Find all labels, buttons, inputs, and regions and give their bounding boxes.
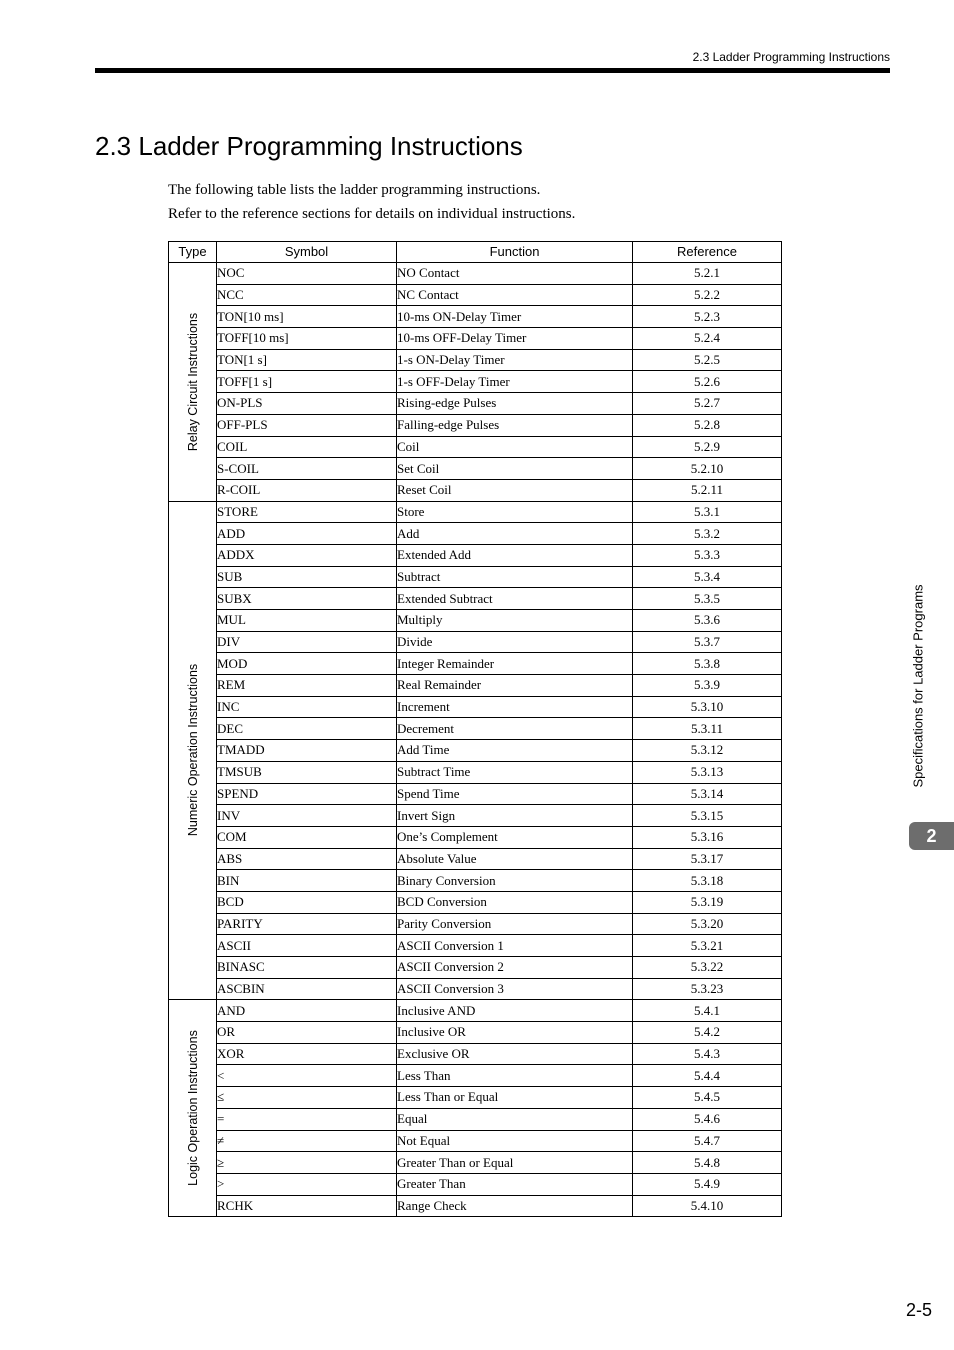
reference-cell: 5.4.1 [633,1000,782,1022]
symbol-cell: DIV [217,631,397,653]
function-cell: Subtract [397,566,633,588]
table-row [169,458,782,480]
table-row [169,371,782,393]
table-row [169,696,782,718]
table-row [169,957,782,979]
symbol-cell: COIL [217,436,397,458]
table-row [169,631,782,653]
function-cell: Greater Than or Equal [397,1152,633,1174]
instruction-table [168,241,782,1217]
section-title: 2.3 Ladder Programming Instructions [95,131,523,161]
function-cell: Equal [397,1108,633,1130]
symbol-cell: TMSUB [217,761,397,783]
function-cell: Real Remainder [397,675,633,697]
table-row [169,610,782,632]
function-cell: ASCII Conversion 3 [397,978,633,1000]
page-number: 2-5 [905,1300,932,1320]
table-row [169,436,782,458]
symbol-cell: BCD [217,891,397,913]
table-row [169,588,782,610]
symbol-cell: INV [217,805,397,827]
table-row [169,718,782,740]
symbol-cell: < [217,1065,397,1087]
symbol-cell: TOFF[10 ms] [217,328,397,350]
function-cell: ASCII Conversion 1 [397,935,633,957]
symbol-cell: ≤ [217,1087,397,1109]
function-cell: Binary Conversion [397,870,633,892]
symbol-cell: > [217,1173,397,1195]
function-cell: Divide [397,631,633,653]
reference-cell: 5.3.16 [633,826,782,848]
symbol-cell: NCC [217,284,397,306]
chapter-number-tab: 2 [909,822,954,850]
symbol-cell: ≥ [217,1152,397,1174]
table-row [169,1087,782,1109]
reference-cell: 5.4.8 [633,1152,782,1174]
function-cell: Increment [397,696,633,718]
reference-cell: 5.3.1 [633,501,782,523]
table-row [169,284,782,306]
reference-cell: 5.3.20 [633,913,782,935]
function-cell: Coil [397,436,633,458]
side-chapter-title: Specifications for Ladder Programs [910,584,926,788]
header-function: Function [397,242,633,263]
reference-cell: 5.3.6 [633,610,782,632]
function-cell: Inclusive OR [397,1022,633,1044]
function-cell: Range Check [397,1195,633,1217]
function-cell: Extended Subtract [397,588,633,610]
reference-cell: 5.3.9 [633,675,782,697]
function-cell: Falling-edge Pulses [397,414,633,436]
table-row [169,544,782,566]
reference-cell: 5.3.2 [633,523,782,545]
table-row [169,978,782,1000]
reference-cell: 5.4.7 [633,1130,782,1152]
type-group-label: Logic Operation Instructions [185,1030,200,1187]
function-cell: Decrement [397,718,633,740]
reference-cell: 5.4.4 [633,1065,782,1087]
symbol-cell: S-COIL [217,458,397,480]
reference-cell: 5.3.22 [633,957,782,979]
function-cell: ASCII Conversion 2 [397,957,633,979]
table-row [169,870,782,892]
table-row [169,566,782,588]
symbol-cell: MUL [217,610,397,632]
table-row [169,1195,782,1217]
symbol-cell: ADDX [217,544,397,566]
table-row [169,523,782,545]
table-row [169,783,782,805]
function-cell: 1-s OFF-Delay Timer [397,371,633,393]
function-cell: Less Than [397,1065,633,1087]
reference-cell: 5.3.23 [633,978,782,1000]
function-cell: Inclusive AND [397,1000,633,1022]
reference-cell: 5.2.6 [633,371,782,393]
table-row [169,1043,782,1065]
symbol-cell: INC [217,696,397,718]
function-cell: Add Time [397,740,633,762]
symbol-cell: ON-PLS [217,393,397,415]
table-row [169,805,782,827]
symbol-cell: DEC [217,718,397,740]
table-row [169,740,782,762]
reference-cell: 5.2.10 [633,458,782,480]
reference-cell: 5.3.4 [633,566,782,588]
function-cell: Reset Coil [397,479,633,501]
reference-cell: 5.4.5 [633,1087,782,1109]
table-row [169,1108,782,1130]
table-row [169,935,782,957]
function-cell: NC Contact [397,284,633,306]
symbol-cell: ADD [217,523,397,545]
reference-cell: 5.4.10 [633,1195,782,1217]
reference-cell: 5.3.13 [633,761,782,783]
symbol-cell: XOR [217,1043,397,1065]
reference-cell: 5.3.11 [633,718,782,740]
table-row [169,414,782,436]
symbol-cell: OFF-PLS [217,414,397,436]
table-row [169,891,782,913]
function-cell: Greater Than [397,1173,633,1195]
running-header: 2.3 Ladder Programming Instructions [692,50,890,64]
symbol-cell: COM [217,826,397,848]
symbol-cell: TON[10 ms] [217,306,397,328]
function-cell: Set Coil [397,458,633,480]
table-row [169,826,782,848]
symbol-cell: ABS [217,848,397,870]
type-group-label: Relay Circuit Instructions [185,312,200,451]
reference-cell: 5.4.2 [633,1022,782,1044]
function-cell: Absolute Value [397,848,633,870]
symbol-cell: ASCII [217,935,397,957]
symbol-cell: RCHK [217,1195,397,1217]
table-row [169,349,782,371]
reference-cell: 5.3.15 [633,805,782,827]
function-cell: Parity Conversion [397,913,633,935]
symbol-cell: TON[1 s] [217,349,397,371]
symbol-cell: REM [217,675,397,697]
table-row [169,1130,782,1152]
function-cell: Integer Remainder [397,653,633,675]
header-symbol: Symbol [217,242,397,263]
function-cell: Rising-edge Pulses [397,393,633,415]
type-group-cell [169,263,217,502]
table-row [169,393,782,415]
table-row [169,1065,782,1087]
table-row [169,306,782,328]
reference-cell: 5.2.2 [633,284,782,306]
symbol-cell: ≠ [217,1130,397,1152]
reference-cell: 5.2.8 [633,414,782,436]
function-cell: 10-ms ON-Delay Timer [397,306,633,328]
type-group-cell [169,1000,217,1217]
symbol-cell: = [217,1108,397,1130]
function-cell: Store [397,501,633,523]
function-cell: Less Than or Equal [397,1087,633,1109]
table-row [169,1022,782,1044]
function-cell: Spend Time [397,783,633,805]
table-row [169,675,782,697]
table-row [169,479,782,501]
table-body [169,263,782,1217]
type-group-label: Numeric Operation Instructions [185,664,200,837]
reference-cell: 5.4.9 [633,1173,782,1195]
reference-cell: 5.2.3 [633,306,782,328]
reference-cell: 5.2.5 [633,349,782,371]
reference-cell: 5.2.4 [633,328,782,350]
reference-cell: 5.3.21 [633,935,782,957]
symbol-cell: NOC [217,263,397,285]
table-row [169,501,782,523]
symbol-cell: BINASC [217,957,397,979]
reference-cell: 5.3.8 [633,653,782,675]
table-header-row [169,242,782,263]
reference-cell: 5.4.6 [633,1108,782,1130]
symbol-cell: SUBX [217,588,397,610]
header-rule [95,68,890,73]
function-cell: Invert Sign [397,805,633,827]
reference-cell: 5.3.3 [633,544,782,566]
function-cell: Multiply [397,610,633,632]
symbol-cell: STORE [217,501,397,523]
intro-line-1: The following table lists the ladder programming instructions. [168,182,541,198]
table-row [169,1152,782,1174]
table-row [169,328,782,350]
function-cell: Subtract Time [397,761,633,783]
symbol-cell: BIN [217,870,397,892]
type-group-cell [169,501,217,1000]
table-row [169,653,782,675]
symbol-cell: PARITY [217,913,397,935]
table-row [169,1000,782,1022]
function-cell: BCD Conversion [397,891,633,913]
header-type: Type [169,242,217,263]
symbol-cell: ASCBIN [217,978,397,1000]
symbol-cell: SUB [217,566,397,588]
function-cell: NO Contact [397,263,633,285]
reference-cell: 5.3.12 [633,740,782,762]
symbol-cell: AND [217,1000,397,1022]
symbol-cell: TMADD [217,740,397,762]
reference-cell: 5.3.7 [633,631,782,653]
symbol-cell: OR [217,1022,397,1044]
table-row [169,761,782,783]
symbol-cell: SPEND [217,783,397,805]
function-cell: 1-s ON-Delay Timer [397,349,633,371]
reference-cell: 5.4.3 [633,1043,782,1065]
function-cell: Not Equal [397,1130,633,1152]
symbol-cell: MOD [217,653,397,675]
reference-cell: 5.2.9 [633,436,782,458]
symbol-cell: TOFF[1 s] [217,371,397,393]
reference-cell: 5.3.5 [633,588,782,610]
header-reference: Reference [633,242,782,263]
reference-cell: 5.2.7 [633,393,782,415]
table-row [169,263,782,285]
table-row [169,913,782,935]
intro-line-2: Refer to the reference sections for details on individual instructions. [168,206,576,222]
symbol-cell: R-COIL [217,479,397,501]
reference-cell: 5.3.17 [633,848,782,870]
reference-cell: 5.3.14 [633,783,782,805]
function-cell: 10-ms OFF-Delay Timer [397,328,633,350]
reference-cell: 5.2.11 [633,479,782,501]
reference-cell: 5.2.1 [633,263,782,285]
reference-cell: 5.3.18 [633,870,782,892]
function-cell: Add [397,523,633,545]
function-cell: Extended Add [397,544,633,566]
table-row [169,1173,782,1195]
table-row [169,848,782,870]
reference-cell: 5.3.19 [633,891,782,913]
function-cell: Exclusive OR [397,1043,633,1065]
function-cell: One’s Complement [397,826,633,848]
reference-cell: 5.3.10 [633,696,782,718]
